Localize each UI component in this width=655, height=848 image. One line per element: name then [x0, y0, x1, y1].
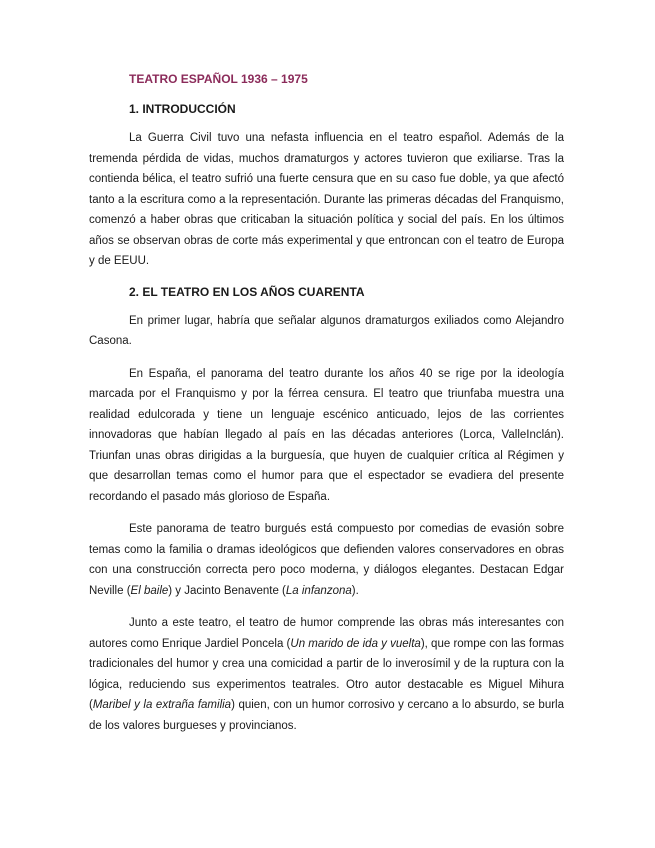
work-title: Un marido de ida y vuelta [290, 637, 421, 650]
document-title: TEATRO ESPAÑOL 1936 – 1975 [129, 72, 308, 86]
work-title: La infanzona [285, 584, 352, 597]
paragraph-exiliados: En primer lugar, habría que señalar algunos dramaturgos exiliados como Alejandro Casona. [89, 314, 564, 347]
paragraph-text: ), que rompe con las formas tradicionales del humor y crea una comicidad a partir de lo inverosímil y de la ruptura con la lógica, reduciendo sus experimentos teatrales. Otro autor destacable es Miguel Mihura ( [89, 637, 565, 711]
paragraph-text: Este panorama de teatro burgués está compuesto por comedias de evasión sobre temas como la familia o dramas ideológicos que defienden valores conservadores en obras con una construcción correcta pero poco moderna, y diálogos elegantes. Destacan Edgar Neville ( [89, 523, 564, 597]
paragraph-introduccion: La Guerra Civil tuvo una nefasta influencia en el teatro español. Además de la tremenda pérdida de vidas, muchos dramaturgos y actores tuvieron que exiliarse. Tras la contienda bélica, el teatro sufrió una fuerte censura que en su caso fue doble, ya que afectó tanto a la escritura como a la representación. Durante las primeras décadas del Franquismo, comenzó a haber obras que criticaban la situación política y social del país. En los últimos años se observan obras de corte más experimental y que entroncan con el teatro de Europa y de EEUU. [89, 132, 564, 267]
paragraph-text: ) y Jacinto Benavente ( [168, 584, 286, 597]
section-heading-introduccion: 1. INTRODUCCIÓN [129, 102, 236, 116]
paragraph-text: Junto a este teatro, el teatro de humor comprende las obras más interesantes con autores como Enrique Jardiel Poncela ( [89, 617, 564, 650]
paragraph-panorama: En España, el panorama del teatro durante los años 40 se rige por la ideología marcada por el Franquismo y por la férrea censura. El teatro que triunfaba muestra una realidad edulcorada y tiene un lenguaje escénico anticuado, lejos de las corrientes innovadoras que habían llegado al país en las décadas anteriores (Lorca, ValleInclán). Triunfan unas obras dirigidas a la burguesía, que huyen de cualquier crítica al Régimen y que desarrollan temas como el humor para que el espectador se evadiera del presente recordando el pasado más glorioso de España. [89, 367, 564, 503]
document-body [89, 71, 564, 748]
paragraph-teatro-humor [89, 613, 564, 736]
paragraph-teatro-burgues [89, 519, 564, 601]
work-title: Maribel y la extraña familia [92, 699, 232, 711]
paragraph-text: ) quien, con un humor corrosivo y cercano a lo absurdo, se burla de los valores burgueses y provincianos. [89, 699, 564, 732]
section-heading-anos-cuarenta: 2. EL TEATRO EN LOS AÑOS CUARENTA [129, 284, 365, 299]
work-title: El baile [130, 584, 169, 597]
paragraph-text: ). [351, 584, 359, 597]
